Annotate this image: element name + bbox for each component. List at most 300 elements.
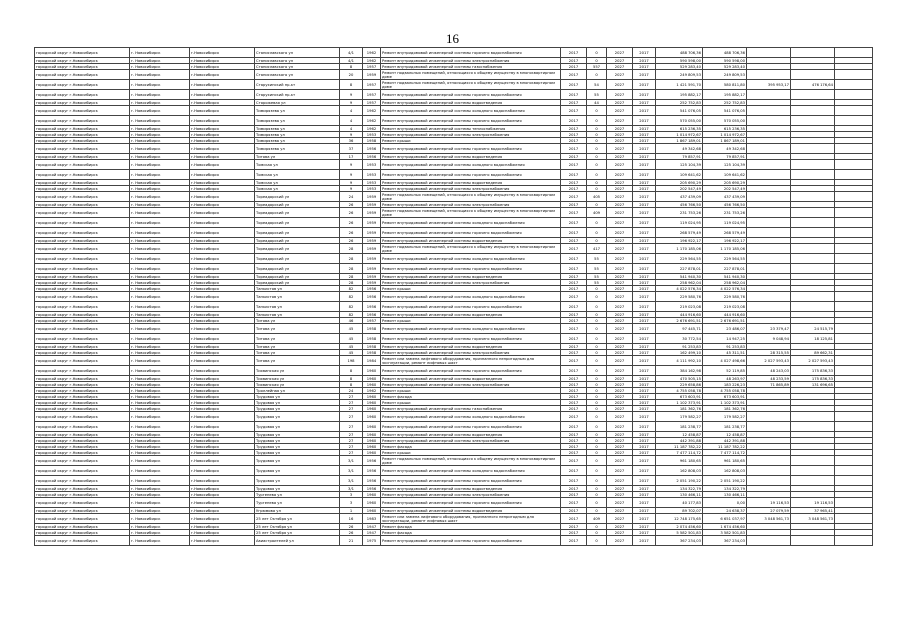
table-cell: г.Новосибирск [190,366,255,376]
table-row [35,192,873,202]
table-cell: г.Новосибирск [190,90,255,100]
table-cell: 2017 [561,486,587,492]
table-cell: 2017 [633,350,656,356]
table-row [35,48,873,58]
table-cell: 488 706,36 [703,48,747,58]
table-cell: 2017 [561,144,587,154]
table-row [35,498,873,508]
table-cell: 27 [340,444,363,450]
table-cell: 2017 [633,492,656,498]
table-cell: городской округ г.Новосибирск [35,154,130,160]
table-cell: 1956 [363,466,381,476]
table-cell: городской округ г.Новосибирск [35,324,130,334]
table-cell: 2017 [633,64,656,70]
table-cell: 231 753,26 [703,208,747,218]
table-cell: городской округ г.Новосибирск [35,144,130,154]
table-cell: 0 [587,350,607,356]
table-cell [835,422,873,432]
table-cell: 2017 [633,456,656,466]
table-cell: 417 [587,244,607,254]
table-cell: 27 079,59 [747,508,791,514]
table-cell: городской округ г.Новосибирск [35,422,130,432]
table-cell: г. Новосибирск [130,388,190,394]
table-cell: 2017 [561,366,587,376]
table-cell: г. Новосибирск [130,376,190,382]
table-cell: 2017 [561,80,587,90]
table-cell [747,244,791,254]
table-cell: 45 [340,324,363,334]
table-cell: 470 505,15 [656,376,703,382]
table-cell [747,476,791,486]
table-cell: 1953 [363,160,381,170]
table-cell: Ремонт внутридомовой инженерной системы холодного водоснабжения [381,254,561,264]
table-cell [835,160,873,170]
table-cell: Тихвинская ул [255,376,340,382]
table-cell: Ремонт внутридомовой инженерной системы водоотведения [381,238,561,244]
table-cell: 27 [340,406,363,412]
table-cell: г. Новосибирск [130,228,190,238]
table-cell: 580 811,80 [703,80,747,90]
table-cell: 2027 [607,228,633,238]
table-cell: г.Новосибирск [190,58,255,64]
table-cell: Танкистов ул [255,292,340,302]
table-cell: 0 [587,394,607,400]
table-cell: 91 253,83 [656,344,703,350]
table-cell: 1959 [363,70,381,80]
table-cell [747,208,791,218]
table-cell [791,48,835,58]
table-cell [791,106,835,116]
table-row [35,356,873,366]
table-row [35,144,873,154]
table-cell: городской округ г.Новосибирск [35,254,130,264]
table-cell: Ремонт внутридомовой инженерной системы горячего водоснабжения [381,48,561,58]
table-cell: 2027 [607,70,633,80]
table-cell: Ремонт внутридомовой инженерной системы электроснабжения [381,492,561,498]
table-cell: городской округ г.Новосибирск [35,476,130,486]
table-cell: Станиславского ул [255,58,340,64]
table-cell: 3/1 [340,456,363,466]
table-cell: г.Новосибирск [190,144,255,154]
table-cell: г.Новосибирск [190,202,255,208]
table-cell: 181 362,76 [656,406,703,412]
table-cell: 2027 [607,400,633,406]
table-cell: 2027 [607,116,633,126]
table-cell: г.Новосибирск [190,292,255,302]
table-cell: 1957 [363,90,381,100]
table-cell: г.Новосибирск [190,170,255,180]
table-cell: 2017 [633,334,656,344]
table-cell: г.Новосибирск [190,302,255,312]
table-cell: 2027 [607,318,633,324]
table-cell: Ремонт подвальных помещений, относящихся к общему имуществу в многоквартирном доме [381,70,561,80]
table-cell: 2017 [561,302,587,312]
table-cell: г.Новосибирск [190,456,255,466]
table-cell: 0 [587,376,607,382]
table-cell: 570 055,00 [656,116,703,126]
table-row [35,264,873,274]
table-cell: 162 499,10 [656,350,703,356]
table-cell [835,324,873,334]
table-cell: 55 [587,280,607,286]
table-cell: г.Новосибирск [190,388,255,394]
table-cell [747,90,791,100]
table-cell: 557 [587,64,607,70]
table-cell: 0 [587,456,607,466]
table-cell: 2017 [633,100,656,106]
table-cell: 0 [587,160,607,170]
table-cell: 2027 [607,486,633,492]
table-cell: Трудовая ул [255,400,340,406]
table-cell: 19 116,53 [791,498,835,508]
table-cell: 2027 [607,508,633,514]
table-cell: 0 [587,466,607,476]
table-cell: 91 253,83 [703,344,747,350]
table-cell: городской округ г.Новосибирск [35,400,130,406]
table-cell: 2017 [633,280,656,286]
table-cell: 2027 [607,218,633,228]
table-cell [747,106,791,116]
table-cell: г. Новосибирск [130,48,190,58]
table-cell: 7 477 114,72 [656,450,703,456]
table-cell: 2017 [561,254,587,264]
table-cell: 23 486,07 [703,324,747,334]
table-cell: 109 641,62 [656,170,703,180]
table-row [35,208,873,218]
table-cell: 26 [340,524,363,530]
table-cell: 541 076,05 [703,106,747,116]
table-cell: 2017 [633,394,656,400]
table-cell: 2017 [633,154,656,160]
table-cell: Ремонт внутридомовой инженерной системы водоотведения [381,432,561,438]
table-cell: 125 104,39 [656,160,703,170]
table-cell [791,144,835,154]
table-cell: г. Новосибирск [130,412,190,422]
table-cell: г. Новосибирск [130,382,190,388]
table-cell: 4/1 [340,48,363,58]
table-cell: 3/1 [340,466,363,476]
table-cell: 2017 [633,202,656,208]
table-cell: городской округ г.Новосибирск [35,48,130,58]
table-cell [835,70,873,80]
table-cell: 0 [587,324,607,334]
table-cell: Ремонт подвальных помещений, относящихся к общему имуществу в многоквартирном доме [381,80,561,90]
table-cell: 2017 [633,126,656,132]
table-cell: г.Новосибирск [190,254,255,264]
table-cell: Станиславского ул [255,64,340,70]
table-cell: 2017 [561,100,587,106]
table-cell: 2017 [561,292,587,302]
table-cell: г.Новосибирск [190,192,255,202]
table-cell: 1960 [363,438,381,444]
table-cell: 1 102 373,91 [656,400,703,406]
table-cell: 0 [587,536,607,546]
table-row [35,254,873,264]
table-cell: 2017 [633,406,656,412]
table-cell: 0 [587,492,607,498]
table-cell: 195 882,17 [656,90,703,100]
table-cell: 2027 [607,524,633,530]
table-cell: 229 580,76 [703,292,747,302]
table-cell: г. Новосибирск [130,450,190,456]
table-cell: 2017 [561,186,587,192]
table-cell: 162 808,03 [703,466,747,476]
table-cell: 37 965,41 [791,508,835,514]
table-cell: Трудовая ул [255,456,340,466]
table-cell: 12 748 175,65 [656,514,703,524]
table-cell: 2017 [633,376,656,382]
table-cell: Ремонт внутридомовой инженерной системы электроснабжения [381,132,561,138]
table-cell: 2027 [607,394,633,400]
table-cell: 82 [340,292,363,302]
table-cell: 405 [587,192,607,202]
table-cell: Трудовая ул [255,486,340,492]
table-cell: 2027 [607,356,633,366]
table-cell [791,422,835,432]
table-cell: г.Новосибирск [190,228,255,238]
table-cell: 2017 [633,274,656,280]
table-cell: 2027 [607,138,633,144]
table-cell: г.Новосибирск [190,238,255,244]
table-cell: г. Новосибирск [130,160,190,170]
table-cell: 25 лет Октября ул [255,514,340,524]
table-cell: 0 [587,444,607,450]
table-cell: Тореадорский ул [255,254,340,264]
table-cell: Ремонт внутридомовой инженерной системы горячего водоснабжения [381,366,561,376]
table-cell: Тореадорский ул [255,218,340,228]
table-cell: 125 104,39 [703,160,747,170]
table-cell: городской округ г.Новосибирск [35,132,130,138]
table-cell [791,412,835,422]
table-cell: 0 [587,312,607,318]
table-cell: г.Новосибирск [190,536,255,546]
table-cell: Ремонт внутридомовой инженерной системы газоснабжения [381,406,561,412]
table-cell [791,264,835,274]
table-cell: 26 [340,208,363,218]
table-cell: 529 283,40 [703,64,747,70]
table-cell: Тихвинская ул [255,366,340,376]
table-cell: 2027 [607,344,633,350]
table-cell: городской округ г.Новосибирск [35,376,130,382]
table-cell: 231 753,26 [656,208,703,218]
table-cell: 4 111 992,10 [656,356,703,366]
table-cell: городской округ г.Новосибирск [35,432,130,438]
table-cell: 2017 [633,450,656,456]
table-cell: Ремонт подвальных помещений, относящихся к общему имуществу в многоквартирном доме [381,244,561,254]
table-cell: 12 458,87 [656,432,703,438]
table-cell: 11 187 782,22 [703,444,747,450]
table-cell: городской округ г.Новосибирск [35,170,130,180]
table-cell: 1947 [363,524,381,530]
table-cell: городской округ г.Новосибирск [35,536,130,546]
table-cell: 252 752,83 [656,100,703,106]
table-cell: 1 674 456,60 [703,524,747,530]
table-cell: Ремонт или замена лифтового оборудования, признанного непригодным для эксплуатации, ремонт лифтовых шахт [381,514,561,524]
table-cell: г. Новосибирск [130,444,190,450]
table-cell: 49 342,68 [703,144,747,154]
table-cell: Ремонт внутридомовой инженерной системы газоснабжения [381,64,561,70]
table-cell: Томская ул [255,186,340,192]
table-cell: 2017 [633,238,656,244]
table-cell: 0 [587,508,607,514]
table-cell: 1962 [363,48,381,58]
table-cell: 2017 [561,334,587,344]
table-cell: г.Новосибирск [190,274,255,280]
table-cell: 529 283,40 [656,64,703,70]
table-cell: Ремонт внутридомовой инженерной системы горячего водоснабжения [381,302,561,312]
table-cell: 2017 [633,400,656,406]
table-cell: 2017 [633,318,656,324]
table-cell: городской округ г.Новосибирск [35,180,130,186]
table-cell: 24 638,37 [703,508,747,514]
table-cell: Тореадорский ул [255,208,340,218]
table-cell: 27 [340,394,363,400]
table-cell: 0 [587,138,607,144]
table-cell [747,422,791,432]
table-cell [747,292,791,302]
table-cell: 2017 [633,186,656,192]
table-cell: Трудовая ул [255,412,340,422]
table-cell: Томская ул [255,180,340,186]
table-cell: 3/1 [340,476,363,486]
table-cell: 1962 [363,106,381,116]
table-cell [835,116,873,126]
table-row [35,422,873,432]
table-cell: 2017 [633,356,656,366]
table-cell: Тимирязева ул [255,106,340,116]
table-cell: Тимирязева ул [255,138,340,144]
table-cell: 130 466,11 [656,492,703,498]
table-cell [835,456,873,466]
table-cell: городской округ г.Новосибирск [35,514,130,524]
table-cell: Титова ул [255,350,340,356]
table-cell: городской округ г.Новосибирск [35,218,130,228]
table-cell [791,208,835,218]
table-cell [835,80,873,90]
table-cell: 1959 [363,254,381,264]
table-cell [835,356,873,366]
table-cell: 2017 [633,106,656,116]
table-cell: городской округ г.Новосибирск [35,492,130,498]
table-cell: городской округ г.Новосибирск [35,412,130,422]
table-cell: г. Новосибирск [130,170,190,180]
table-cell: 2017 [633,70,656,80]
table-cell: 26 [340,218,363,228]
table-cell [791,218,835,228]
table-cell [791,70,835,80]
table-cell: городской округ г.Новосибирск [35,280,130,286]
table-cell: г. Новосибирск [130,154,190,160]
table-cell: г. Новосибирск [130,400,190,406]
table-cell: 1957 [363,100,381,106]
table-cell: г.Новосибирск [190,244,255,254]
table-cell: г. Новосибирск [130,476,190,486]
table-cell: г.Новосибирск [190,412,255,422]
table-cell: 2017 [561,70,587,80]
table-cell: г. Новосибирск [130,524,190,530]
table-cell: городской округ г.Новосибирск [35,228,130,238]
table-cell: Ремонт внутридомовой инженерной системы холодного водоснабжения [381,412,561,422]
table-cell: 1960 [363,382,381,388]
table-cell: 2017 [633,312,656,318]
table-cell: г.Новосибирск [190,466,255,476]
table-cell: г. Новосибирск [130,106,190,116]
table-cell: 119 024,95 [656,218,703,228]
table-cell: г.Новосибирск [190,106,255,116]
table-cell: 249 809,53 [656,70,703,80]
table-cell: 229 564,55 [656,254,703,264]
table-cell: 0 [587,498,607,508]
table-cell: 2027 [607,530,633,536]
table-cell: Ремонт фасада [381,394,561,400]
table-cell: 1959 [363,238,381,244]
table-cell: г.Новосибирск [190,406,255,412]
table-cell: 2027 [607,432,633,438]
table-row [35,90,873,100]
table-cell: Ремонт внутридомовой инженерной системы теплоснабжения [381,126,561,132]
table-cell: 2 051 190,22 [703,476,747,486]
table-cell: 2017 [561,508,587,514]
table-cell: г.Новосибирск [190,324,255,334]
table-cell: Титова ул [255,154,340,160]
table-cell: 4 755 058,78 [703,388,747,394]
table-cell: 0 [587,106,607,116]
table-cell: 2017 [633,486,656,492]
table-cell: Тореадорский ул [255,238,340,244]
table-cell: 26 [340,228,363,238]
table-cell: Ремонт внутридомовой инженерной системы электроснабжения [381,280,561,286]
table-cell: 27 [340,400,363,406]
table-cell: г. Новосибирск [130,208,190,218]
table-cell: 89 662,31 [791,350,835,356]
table-cell: Ремонт фасада [381,530,561,536]
table-cell: 45 [340,344,363,350]
table-cell: 1958 [363,350,381,356]
table-cell: 1953 [363,132,381,138]
table-cell: городской округ г.Новосибирск [35,264,130,274]
table-cell: 2 027 593,43 [791,356,835,366]
table-cell: 2017 [561,422,587,432]
table-cell: 1960 [363,366,381,376]
table-cell: 9 [340,132,363,138]
table-row [35,218,873,228]
table-cell: г.Новосибирск [190,132,255,138]
table-cell: 48 263,97 [703,376,747,382]
table-cell: г.Новосибирск [190,394,255,400]
table-cell: 258 962,04 [703,280,747,286]
table-cell: Ремонт подвальных помещений, относящихся к общему имуществу в многоквартирном доме [381,456,561,466]
table-cell: 0 [587,302,607,312]
table-cell: 1947 [363,530,381,536]
table-cell: 2027 [607,64,633,70]
table-cell: 2027 [607,450,633,456]
table-cell: 21 [340,536,363,546]
table-cell: 961 180,65 [703,456,747,466]
table-row [35,70,873,80]
table-cell: 268 579,49 [703,228,747,238]
table-cell: Ремонт подвальных помещений, относящихся к общему имуществу в многоквартирном доме [381,192,561,202]
table-cell: 97 445,71 [656,324,703,334]
table-cell: 2017 [633,366,656,376]
table-cell: Ремонт внутридомовой инженерной системы водоотведения [381,376,561,382]
table-cell: 0 [587,48,607,58]
table-cell: 1956 [363,486,381,492]
table-cell: 2017 [561,350,587,356]
table-cell: г. Новосибирск [130,486,190,492]
table-cell: 1960 [363,376,381,382]
table-cell [835,412,873,422]
table-cell: 181 238,77 [656,422,703,432]
